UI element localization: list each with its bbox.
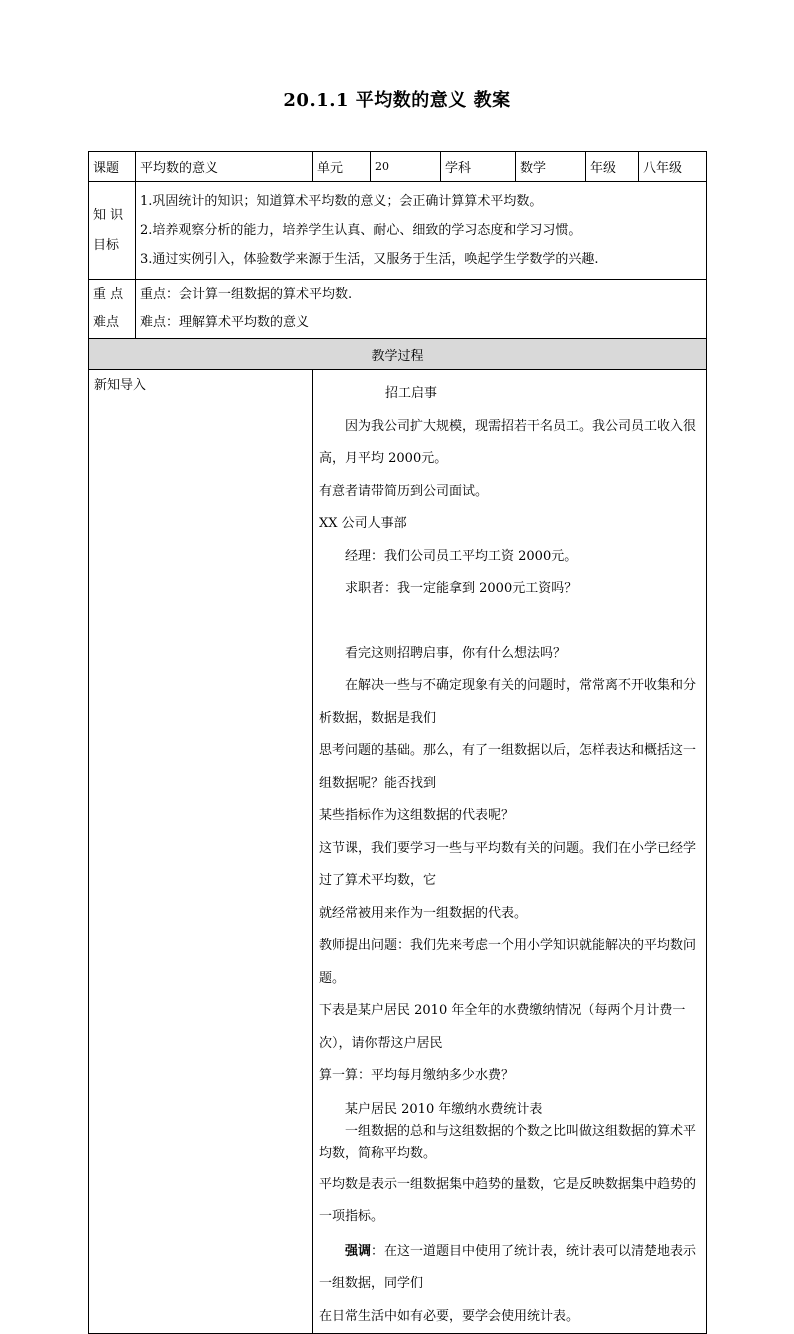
definition-line: 平均数是表示一组数据集中趋势的量数，它是反映数据集中趋势的一项指标。 [319, 1176, 697, 1224]
objective-item: 1.巩固统计的知识；知道算术平均数的意义；会正确计算算术平均数。 [140, 194, 543, 209]
unit-label: 单元 [313, 152, 371, 182]
key-focus: 重点：会计算一组数据的算术平均数. [140, 287, 353, 302]
objective-item: 2.培养观察分析的能力，培养学生认真、耐心、细致的学习态度和学习习惯。 [140, 223, 582, 238]
key-points-label [89, 280, 136, 339]
emphasis-line: 在日常生活中如有必要，要学会使用统计表。 [319, 1308, 580, 1324]
problem-line: 下表是某户居民 2010 年全年的水费缴纳情况（每两个月计费一次），请你帮这户居民 [319, 1003, 686, 1051]
objectives-label-line1: 知 识 [93, 207, 124, 223]
grade-label: 年级 [586, 152, 639, 182]
table-caption: 某户居民 2010 年缴纳水费统计表 [345, 1101, 543, 1117]
emphasis-text: ：在这一道题目中使用了统计表，统计表可以清楚地表示一组数据，同学们 [319, 1243, 697, 1291]
notice-signature: XX 公司人事部 [319, 516, 407, 531]
objectives-label-line2: 目标 [93, 237, 120, 253]
paragraph-line: 就经常被用来作为一组数据的代表。 [319, 905, 528, 921]
notice-text: 有意者请带简历到公司面试。 [319, 483, 489, 499]
topic-label: 课题 [89, 152, 136, 182]
subject-label: 学科 [441, 152, 516, 182]
process-header: 教学过程 [89, 339, 707, 370]
applicant-line: 求职者：我一定能拿到 2000元工资吗？ [345, 581, 578, 596]
notice-text: 因为我公司扩大规模，现需招若干名员工。我公司员工收入很高，月平均 2000元。 [319, 418, 697, 466]
paragraph-line: 这节课，我们要学习一些与平均数有关的问题。我们在小学已经学过了算术平均数，它 [319, 840, 697, 888]
paragraph-line: 某些指标作为这组数据的代表呢？ [319, 808, 515, 823]
subject-value: 数学 [516, 152, 586, 182]
lesson-plan-table [88, 151, 707, 1334]
emphasis-line [319, 1236, 698, 1301]
emphasis-label: 强调 [345, 1243, 372, 1259]
key-points-label-line2: 难点 [93, 315, 120, 330]
key-points-row [89, 280, 707, 339]
unit-value: 20 [371, 152, 441, 182]
process-content [313, 370, 707, 1334]
key-points-label-line1: 重 点 [93, 287, 124, 302]
teacher-question: 教师提出问题：我们先来考虑一个用小学知识就能解决的平均数问题。 [319, 938, 697, 986]
objective-item: 3.通过实例引入，体验数学来源于生活，又服务于生活，唤起学生学数学的兴趣. [140, 252, 599, 267]
topic-value: 平均数的意义 [136, 152, 313, 182]
page-title: 20.1.1 平均数的意义 教案 [283, 90, 511, 111]
grade-value: 八年级 [639, 152, 707, 182]
objectives-row [89, 182, 707, 280]
question-line: 看完这则招聘启事，你有什么想法吗？ [345, 645, 567, 661]
key-points-content [136, 280, 707, 339]
notice-heading: 招工启事 [385, 386, 438, 401]
blank-gap [319, 606, 698, 638]
objectives-label [89, 182, 136, 280]
objectives-content [136, 182, 707, 280]
process-row [89, 370, 707, 1334]
definition-line: 一组数据的总和与这组数据的个数之比叫做这组数据的算术平均数，简称平均数。 [319, 1123, 697, 1161]
info-row [89, 152, 707, 182]
process-header-row [89, 339, 707, 370]
key-difficulty: 难点：理解算术平均数的意义 [140, 315, 310, 330]
paragraph-line: 在解决一些与不确定现象有关的问题时，常常离不开收集和分析数据，数据是我们 [319, 678, 697, 726]
problem-line: 算一算：平均每月缴纳多少水费？ [319, 1068, 515, 1083]
paragraph-line: 思考问题的基础。那么，有了一组数据以后，怎样表达和概括这一组数据呢？能否找到 [319, 743, 697, 791]
section-label: 新知导入 [89, 370, 313, 1334]
manager-line: 经理：我们公司员工平均工资 2000元。 [345, 548, 578, 564]
